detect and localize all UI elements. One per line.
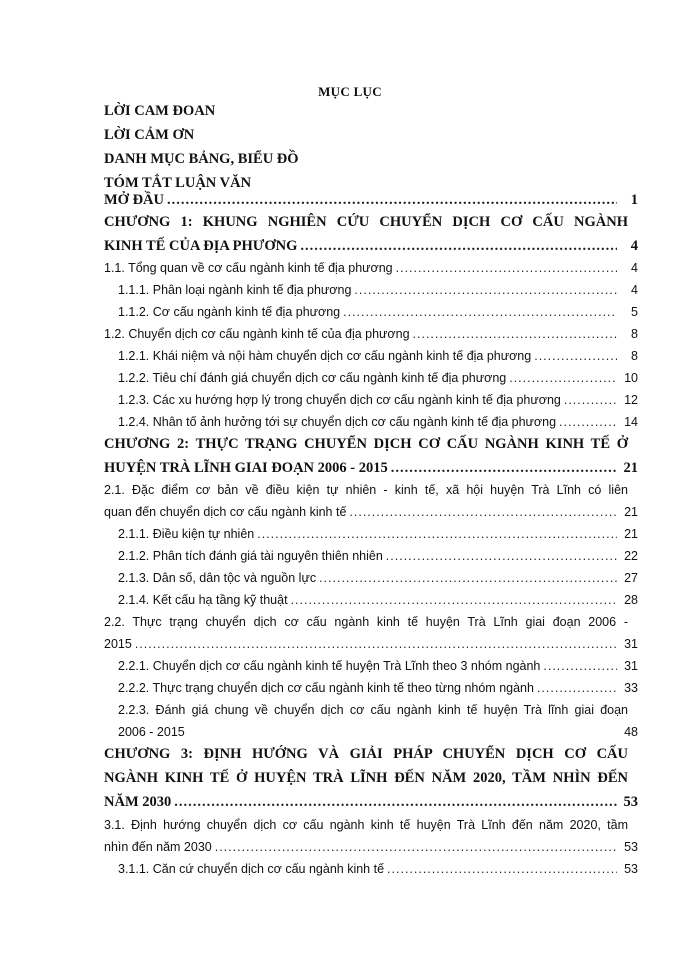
toc-label: nhìn đến năm 2030 — [104, 840, 212, 854]
toc-page-number: 12 — [624, 393, 638, 407]
dot-leader — [537, 677, 617, 699]
toc-label: 1.2.2. Tiêu chí đánh giá chuyển dịch cơ cấu ngành kinh tế địa phương — [118, 371, 507, 385]
front-matter-danh-muc: DANH MỤC BẢNG, BIỂU ĐỒ — [104, 151, 299, 167]
toc-entry-1-1-2 — [118, 301, 638, 323]
dot-leader — [391, 457, 617, 479]
toc-entry-3-1 — [104, 836, 638, 858]
toc-entry-2-1 — [104, 501, 638, 523]
chapter-3-title-line1: CHƯƠNG 3: ĐỊNH HƯỚNG VÀ GIẢI PHÁP CHUYỂN DỊCH CƠ CẤU — [104, 746, 628, 762]
toc-entry-3-1-line1: 3.1. Định hướng chuyển dịch cơ cấu ngành kinh tế huyện Trà Lĩnh đến năm 2020, tầm — [104, 818, 628, 832]
toc-entry-1-2 — [104, 323, 638, 345]
toc-entry-chapter-3 — [104, 791, 638, 813]
toc-label: 1.1.1. Phân loại ngành kinh tế địa phương — [118, 283, 352, 297]
dot-leader — [135, 633, 617, 655]
toc-entry-2-1-line1: 2.1. Đặc điểm cơ bản về điều kiện tự nhiên - kinh tế, xã hội huyện Trà Lĩnh có liên — [104, 483, 628, 497]
toc-label: 2006 - 2015 — [118, 725, 185, 739]
chapter-1-title-line1: CHƯƠNG 1: KHUNG NGHIÊN CỨU CHUYỂN DỊCH CƠ CẤU NGÀNH — [104, 214, 628, 230]
dot-leader — [174, 791, 617, 813]
dot-leader — [291, 589, 617, 611]
toc-label: 2.2.1. Chuyển dịch cơ cấu ngành kinh tế huyện Trà Lĩnh theo 3 nhóm ngành — [118, 659, 541, 673]
dot-leader — [564, 389, 617, 411]
toc-page-number: 4 — [631, 261, 638, 275]
page-title: MỤC LỤC — [318, 84, 382, 99]
dot-leader — [387, 858, 617, 880]
dot-leader — [559, 411, 617, 433]
toc-page-number: 21 — [624, 527, 638, 541]
front-matter-cam-on: LỜI CẢM ƠN — [104, 127, 195, 143]
toc-label: quan đến chuyển dịch cơ cấu ngành kinh tế — [104, 505, 347, 519]
toc-entry-2-2 — [104, 633, 638, 655]
dot-leader — [413, 323, 617, 345]
toc-page-number: 31 — [624, 637, 638, 651]
toc-label: MỞ ĐẦU — [104, 192, 165, 208]
toc-label: 2.1.1. Điều kiện tự nhiên — [118, 527, 255, 541]
toc-entry-1-2-3 — [118, 389, 638, 411]
dot-leader — [319, 567, 617, 589]
toc-label: 2.1.2. Phân tích đánh giá tài nguyên thiên nhiên — [118, 549, 383, 563]
dot-leader — [167, 189, 617, 211]
toc-label: KINH TẾ CỦA ĐỊA PHƯƠNG — [104, 238, 298, 254]
dot-leader — [509, 367, 617, 389]
front-matter-tom-tat: TÓM TẮT LUẬN VĂN — [104, 175, 252, 191]
toc-entry-2-1-3 — [118, 567, 638, 589]
chapter-2-title-line1: CHƯƠNG 2: THỰC TRẠNG CHUYỂN DỊCH CƠ CẤU NGÀNH KINH TẾ Ở — [104, 436, 628, 452]
dot-leader — [543, 655, 617, 677]
toc-label: 2.2.2. Thực trạng chuyển dịch cơ cấu ngành kinh tế theo từng nhóm ngành — [118, 681, 534, 695]
toc-entry-1-2-1 — [118, 345, 638, 367]
toc-entry-1-2-4 — [118, 411, 638, 433]
toc-page-number: 8 — [631, 327, 638, 341]
dot-leader — [386, 545, 617, 567]
dot-leader — [300, 235, 617, 257]
toc-entry-1-2-2 — [118, 367, 638, 389]
toc-entry-2-1-1 — [118, 523, 638, 545]
dot-leader — [343, 301, 617, 323]
toc-page-number: 33 — [624, 681, 638, 695]
toc-label: 1.2.3. Các xu hướng hợp lý trong chuyển dịch cơ cấu ngành kinh tế địa phương — [118, 393, 561, 407]
toc-label: 3.1.1. Căn cứ chuyển dịch cơ cấu ngành kinh tế — [118, 862, 385, 876]
toc-page-number: 5 — [631, 305, 638, 319]
toc-entry-2-2-line1: 2.2. Thực trạng chuyển dịch cơ cấu ngành kinh tế huyện Trà Lĩnh giai đoạn 2006 - — [104, 615, 628, 629]
toc-label: 1.1.2. Cơ cấu ngành kinh tế địa phương — [118, 305, 341, 319]
toc-label: 1.1. Tổng quan về cơ cấu ngành kinh tế địa phương — [104, 261, 393, 275]
toc-entry-2-2-2 — [118, 677, 638, 699]
dot-leader — [257, 523, 617, 545]
toc-entry-chapter-2 — [104, 457, 638, 479]
toc-entry-2-2-3 — [118, 721, 638, 743]
toc-page-number: 10 — [624, 371, 638, 385]
toc-label: NĂM 2030 — [104, 794, 172, 810]
toc-entry-2-2-1 — [118, 655, 638, 677]
toc-label: 2015 — [104, 637, 132, 651]
toc-entry-chapter-1 — [104, 235, 638, 257]
toc-page-number: 22 — [624, 549, 638, 563]
toc-page-number: 21 — [624, 505, 638, 519]
toc-entry-3-1-1 — [118, 858, 638, 880]
toc-entry-2-2-3-line1: 2.2.3. Đánh giá chung về chuyển dịch cơ cấu ngành kinh tế huyện Trà lĩnh giai đoạn — [118, 703, 628, 717]
toc-page-number: 48 — [624, 725, 638, 739]
toc-label: 1.2.4. Nhân tố ảnh hưởng tới sự chuyển dịch cơ cấu ngành kinh tế địa phương — [118, 415, 557, 429]
toc-page-number: 27 — [624, 571, 638, 585]
toc-label: 2.1.4. Kết cấu hạ tầng kỹ thuật — [118, 593, 288, 607]
toc-label: 1.2.1. Khái niệm và nội hàm chuyển dịch cơ cấu ngành kinh tế địa phương — [118, 349, 532, 363]
chapter-3-title-line2: NGÀNH KINH TẾ Ở HUYỆN TRÀ LĨNH ĐẾN NĂM 2020, TẦM NHÌN ĐẾN — [104, 770, 628, 786]
dot-leader — [354, 279, 617, 301]
toc-label: 2.1.3. Dân số, dân tộc và nguồn lực — [118, 571, 317, 585]
toc-entry-2-1-2 — [118, 545, 638, 567]
toc-label: 1.2. Chuyển dịch cơ cấu ngành kinh tế của địa phương — [104, 327, 410, 341]
toc-page-number: 21 — [623, 460, 638, 476]
toc-page-number: 53 — [624, 862, 638, 876]
toc-entry-mo-dau — [104, 189, 638, 211]
toc-page-number: 14 — [624, 415, 638, 429]
dot-leader — [534, 345, 617, 367]
dot-leader — [396, 257, 617, 279]
toc-page-number: 31 — [624, 659, 638, 673]
toc-entry-2-1-4 — [118, 589, 638, 611]
toc-page-number: 4 — [630, 238, 638, 254]
toc-page-number: 53 — [623, 794, 638, 810]
toc-page-number: 4 — [631, 283, 638, 297]
toc-entry-1-1 — [104, 257, 638, 279]
toc-page-number: 53 — [624, 840, 638, 854]
front-matter-cam-doan: LỜI CAM ĐOAN — [104, 103, 216, 119]
toc-page-number: 8 — [631, 349, 638, 363]
toc-page-number: 1 — [630, 192, 638, 208]
toc-page-number: 28 — [624, 593, 638, 607]
dot-leader — [215, 836, 617, 858]
toc-entry-1-1-1 — [118, 279, 638, 301]
toc-label: HUYỆN TRÀ LĨNH GIAI ĐOẠN 2006 - 2015 — [104, 460, 388, 476]
dot-leader — [349, 501, 617, 523]
